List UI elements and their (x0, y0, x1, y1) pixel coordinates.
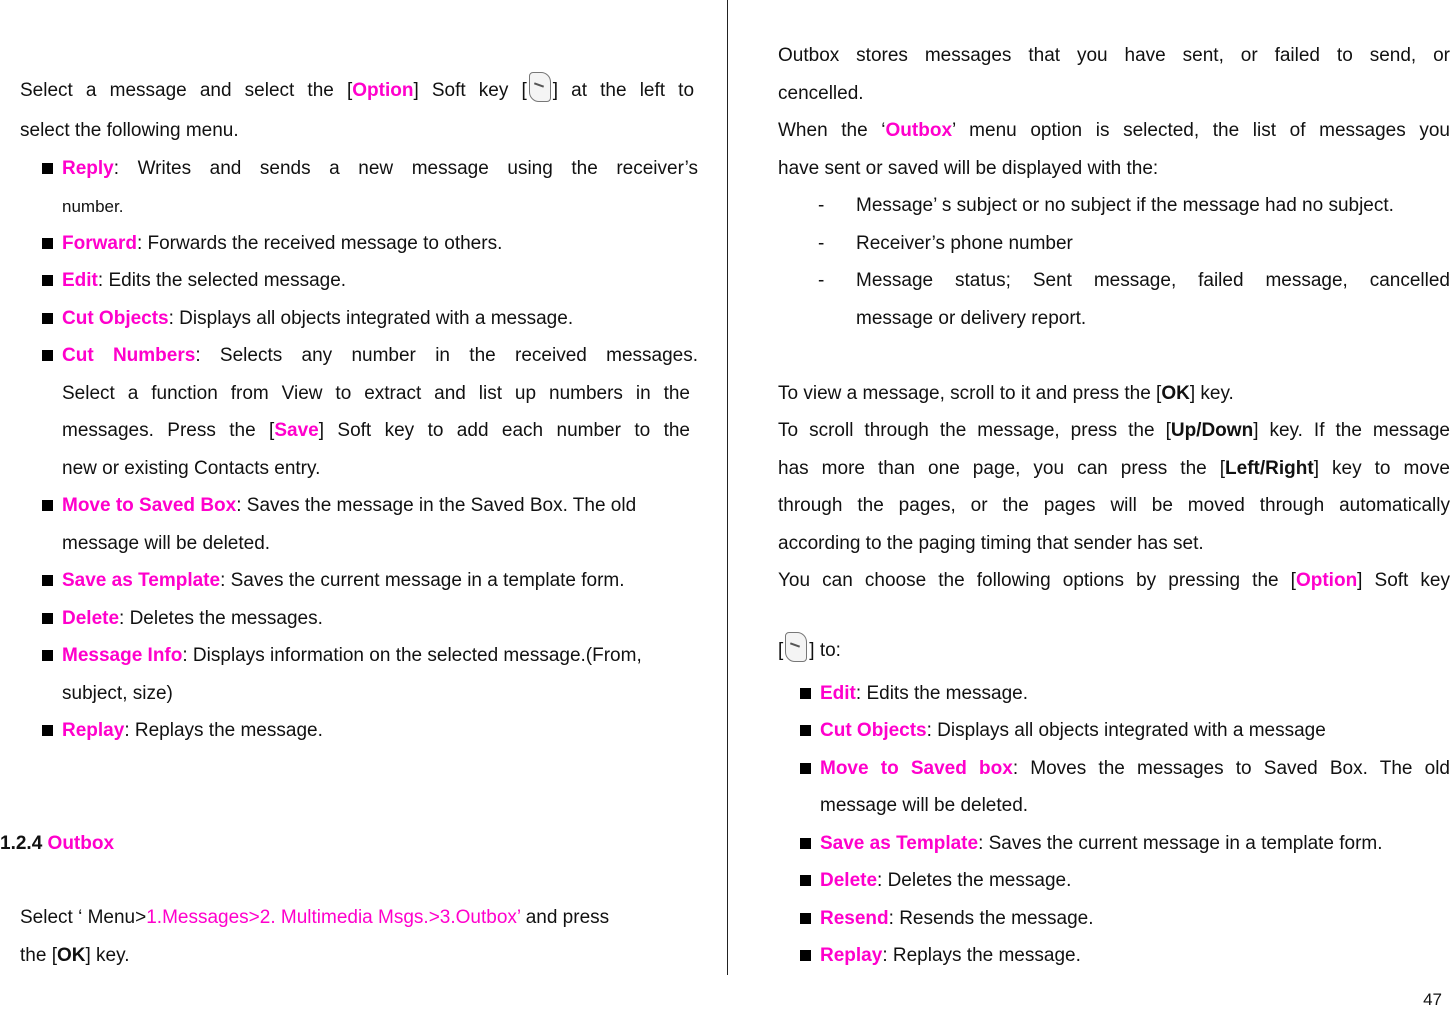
intro-line-2: select the following menu. (20, 120, 239, 141)
menu-item-message-info-cont: subject, size) (62, 683, 173, 704)
select-outbox-line-2: the [OK] key. (20, 945, 130, 966)
menu-item-move-to-saved-box: Move to Saved Box: Saves the message in the Saved Box. The old (62, 495, 637, 516)
bullet-icon (42, 575, 53, 586)
page-number: 47 (1423, 990, 1442, 1009)
intro-line-1: Select a message and select the [Option] Soft key [ ] at the left to (20, 72, 694, 103)
outbox-menu-line-2: have sent or saved will be displayed with the: (778, 158, 1159, 179)
outbox-item-cut-objects: Cut Objects: Displays all objects integrated with a message (820, 720, 1326, 741)
outbox-menu-line-1: When the ‘Outbox’ menu option is selected, the list of messages you (778, 120, 1450, 141)
bullet-icon (42, 500, 53, 511)
bullet-icon (42, 238, 53, 249)
choose-options-line: You can choose the following options by pressing the [Option] Soft key (778, 570, 1450, 591)
bullet-icon (42, 725, 53, 736)
menu-item-cut-numbers-cont: messages. Press the [Save] Soft key to add each number to the (62, 420, 690, 441)
scroll-line-4: according to the paging timing that sender has set. (778, 533, 1204, 554)
menu-item-cut-numbers-cont: Select a function from View to extract and list up numbers in the (62, 383, 690, 404)
menu-item-message-info: Message Info: Displays information on the selected message.(From, (62, 645, 642, 666)
outbox-item-move-to-saved-box: Move to Saved box: Moves the messages to Saved Box. The old (820, 758, 1450, 779)
view-message-line: To view a message, scroll to it and press the [OK] key. (778, 383, 1234, 404)
bullet-icon (800, 913, 811, 924)
menu-item-reply-cont: number. (62, 197, 124, 216)
menu-item-delete: Delete: Deletes the messages. (62, 608, 323, 629)
scroll-line-3: through the pages, or the pages will be moved through automatically (778, 495, 1450, 516)
menu-item-edit: Edit: Edits the selected message. (62, 270, 347, 291)
scroll-line-2: has more than one page, you can press the [Left/Right] key to move (778, 458, 1450, 479)
outbox-item-edit: Edit: Edits the message. (820, 683, 1029, 704)
bullet-icon (42, 350, 53, 361)
outbox-item-move-cont: message will be deleted. (820, 795, 1029, 816)
bullet-icon (42, 313, 53, 324)
menu-item-move-cont: message will be deleted. (62, 533, 271, 554)
bullet-icon (42, 613, 53, 624)
bullet-icon (800, 950, 811, 961)
menu-item-forward: Forward: Forwards the received message to others. (62, 233, 503, 254)
dash-marker: - (818, 195, 825, 216)
select-outbox-line-1: Select ‘ Menu>1.Messages>2. Multimedia Msgs.>3.Outbox’ and press (20, 907, 610, 928)
menu-item-cut-numbers-cont: new or existing Contacts entry. (62, 458, 321, 479)
outbox-item-save-as-template: Save as Template: Saves the current message in a template form. (820, 833, 1383, 854)
soft-key-icon (785, 632, 807, 662)
dash-item-status: Message status; Sent message, failed message, cancelled (856, 270, 1450, 291)
outbox-desc-line-1: Outbox stores messages that you have sent, or failed to send, or (778, 45, 1450, 66)
dash-marker: - (818, 270, 825, 291)
bullet-icon (800, 838, 811, 849)
bullet-icon (800, 725, 811, 736)
dash-item-status-cont: message or delivery report. (856, 308, 1087, 329)
menu-item-save-as-template: Save as Template: Saves the current message in a template form. (62, 570, 625, 591)
column-divider (727, 0, 728, 975)
to-line: [ ] to: (778, 632, 841, 663)
bullet-icon (800, 875, 811, 886)
bullet-icon (800, 688, 811, 699)
bullet-icon (42, 650, 53, 661)
outbox-item-replay: Replay: Replays the message. (820, 945, 1081, 966)
section-heading-outbox: 1.2.4 Outbox (0, 833, 115, 854)
outbox-item-resend: Resend: Resends the message. (820, 908, 1094, 929)
outbox-desc-line-2: cencelled. (778, 83, 864, 104)
soft-key-icon (529, 72, 551, 102)
dash-item-receiver: Receiver’s phone number (856, 233, 1073, 254)
dash-marker: - (818, 233, 825, 254)
menu-item-cut-numbers: Cut Numbers: Selects any number in the received messages. (62, 345, 699, 366)
bullet-icon (42, 163, 53, 174)
outbox-item-delete: Delete: Deletes the message. (820, 870, 1072, 891)
menu-item-cut-objects: Cut Objects: Displays all objects integrated with a message. (62, 308, 574, 329)
dash-item-subject: Message’ s subject or no subject if the message had no subject. (856, 195, 1394, 216)
menu-item-replay: Replay: Replays the message. (62, 720, 323, 741)
bullet-icon (800, 763, 811, 774)
menu-item-reply: Reply: Writes and sends a new message using the receiver’s (62, 158, 698, 179)
bullet-icon (42, 275, 53, 286)
scroll-line-1: To scroll through the message, press the [Up/Down] key. If the message (778, 420, 1451, 441)
